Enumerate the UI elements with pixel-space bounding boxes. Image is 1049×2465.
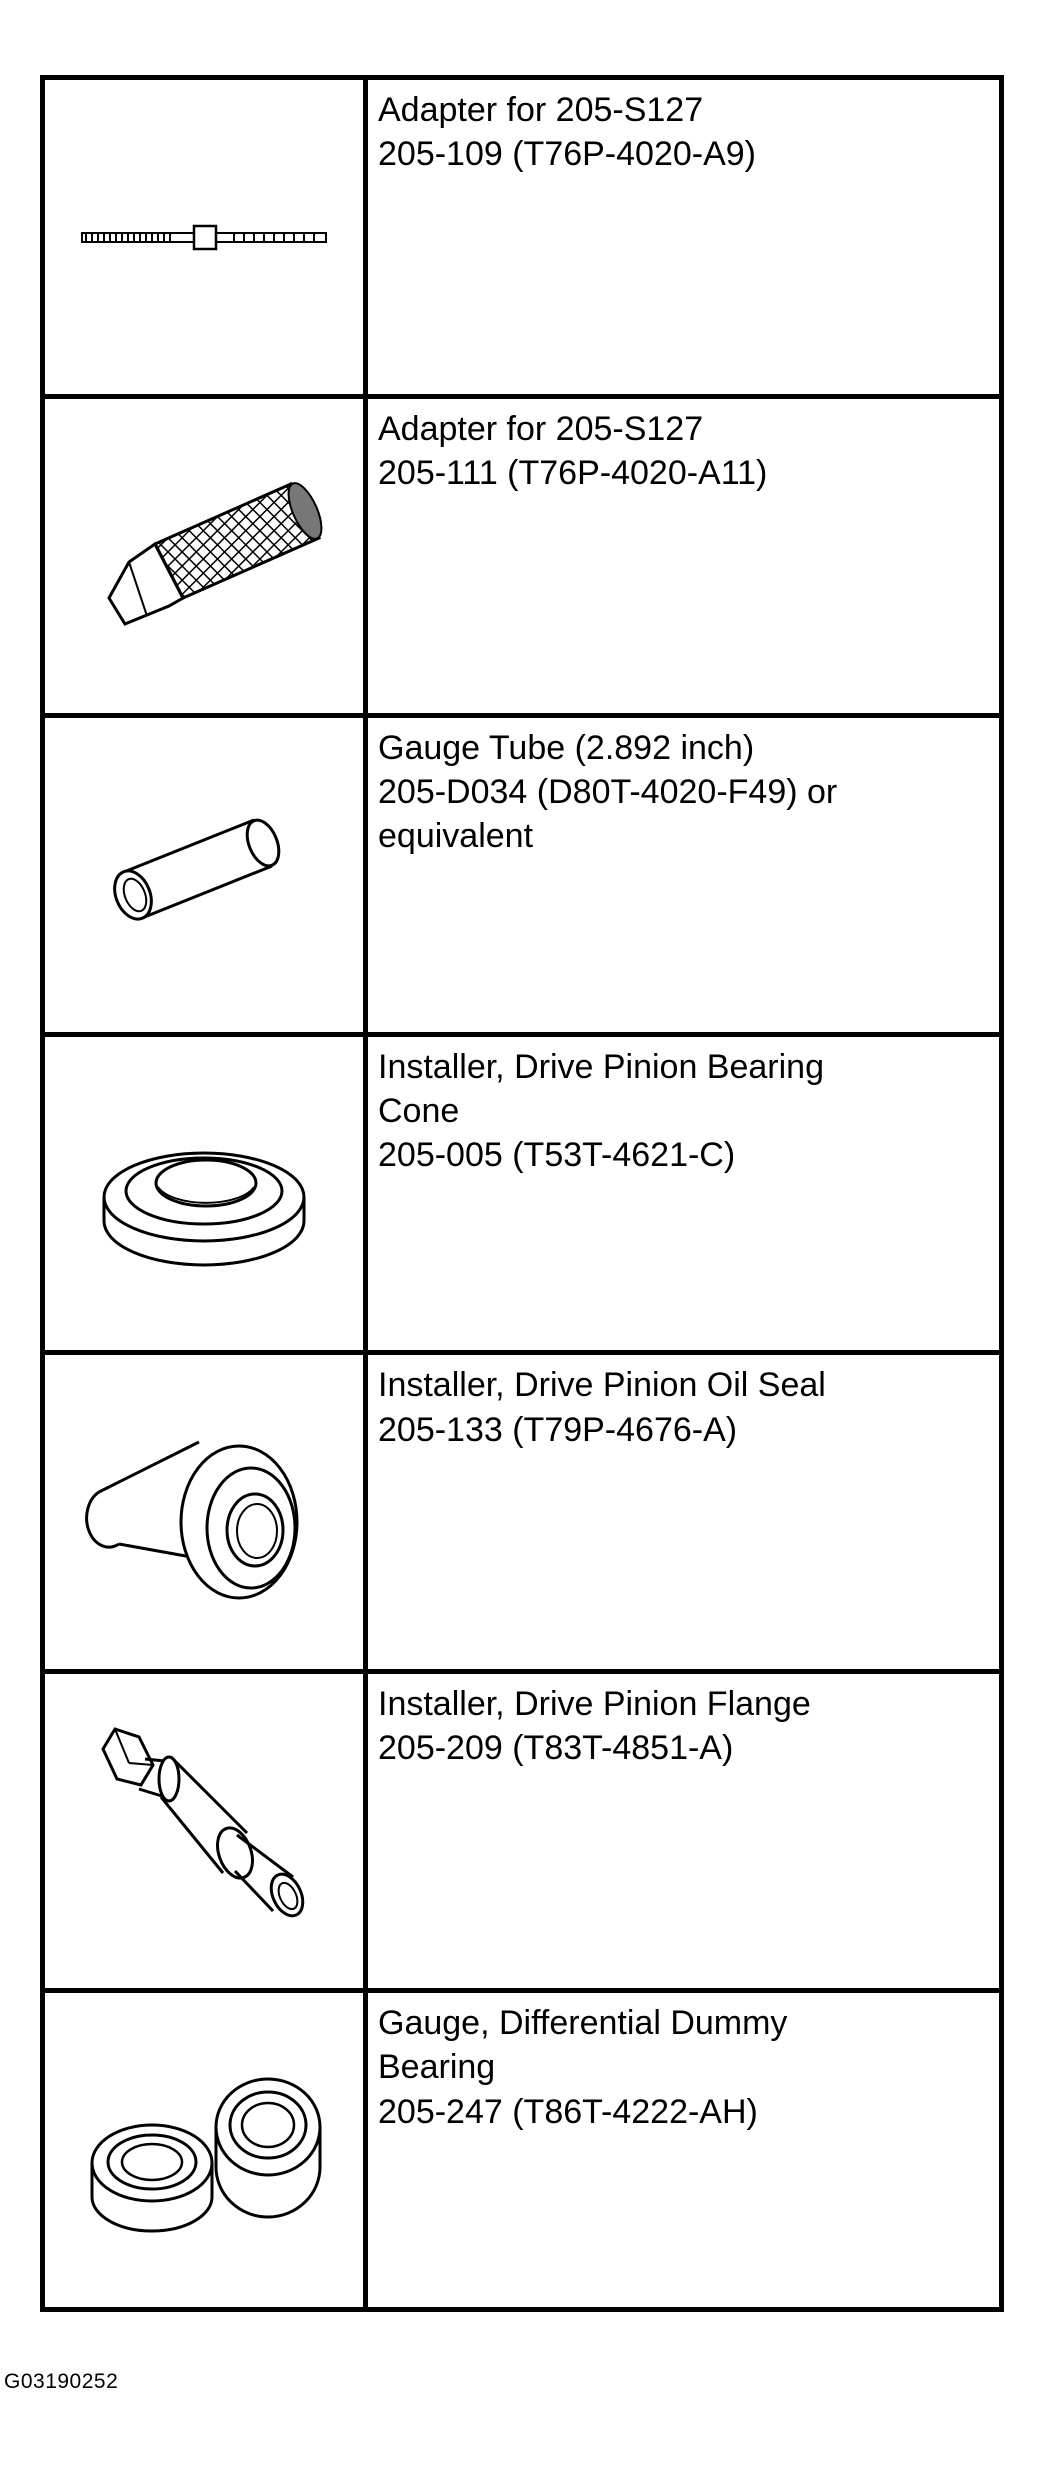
tool-name: Gauge, Differential Dummy [378,2004,788,2043]
tool-name: Adapter for 205-S127 [378,409,704,448]
tool-part-number: 205-005 (T53T-4621-C) [378,1135,736,1174]
tool-name: Adapter for 205-S127 [378,91,704,129]
tool-row [45,718,999,1037]
knurled-adapter-icon [45,399,368,713]
tool-name: Installer, Drive Pinion Flange [378,1685,811,1724]
tool-row [45,1037,999,1356]
flange-installer-icon [45,1674,368,1988]
tool-row [45,399,999,718]
threaded-rod-adapter-icon [45,80,368,394]
tool-description [368,718,999,1032]
tool-name: Gauge Tube (2.892 inch) [378,728,755,767]
tool-name-continued: Cone [378,1091,460,1130]
tool-description [368,1037,999,1351]
tool-description [368,1993,999,2307]
tool-part-number: 205-247 (T86T-4222-AH) [378,2092,758,2131]
figure-id: G03190252 [4,2370,119,2393]
tool-description [368,1674,999,1988]
tool-name-continued: Bearing [378,2048,496,2087]
tool-note: equivalent [378,817,534,856]
tool-part-number: 205-209 (T83T-4851-A) [378,1729,734,1768]
bearing-cone-installer-icon [45,1037,368,1351]
tool-description [368,399,999,713]
special-tools-table [40,75,1004,2312]
oil-seal-installer-icon [45,1355,368,1669]
tool-row [45,1355,999,1674]
tool-description [368,1355,999,1669]
tool-name: Installer, Drive Pinion Bearing [378,1047,825,1086]
tool-part-number: 205-111 (T76P-4020-A11) [378,454,768,493]
gauge-tube-icon [45,718,368,1032]
tool-row [45,80,999,399]
tool-part-number: 205-109 (T76P-4020-A9) [378,135,757,174]
dummy-bearing-gauge-icon [45,1993,368,2307]
tool-part-number: 205-D034 (D80T-4020-F49) or [378,772,838,811]
tool-row [45,1674,999,1993]
tool-row [45,1993,999,2307]
tool-description [368,80,999,394]
tool-name: Installer, Drive Pinion Oil Seal [378,1366,826,1405]
tool-part-number: 205-133 (T79P-4676-A) [378,1410,738,1449]
